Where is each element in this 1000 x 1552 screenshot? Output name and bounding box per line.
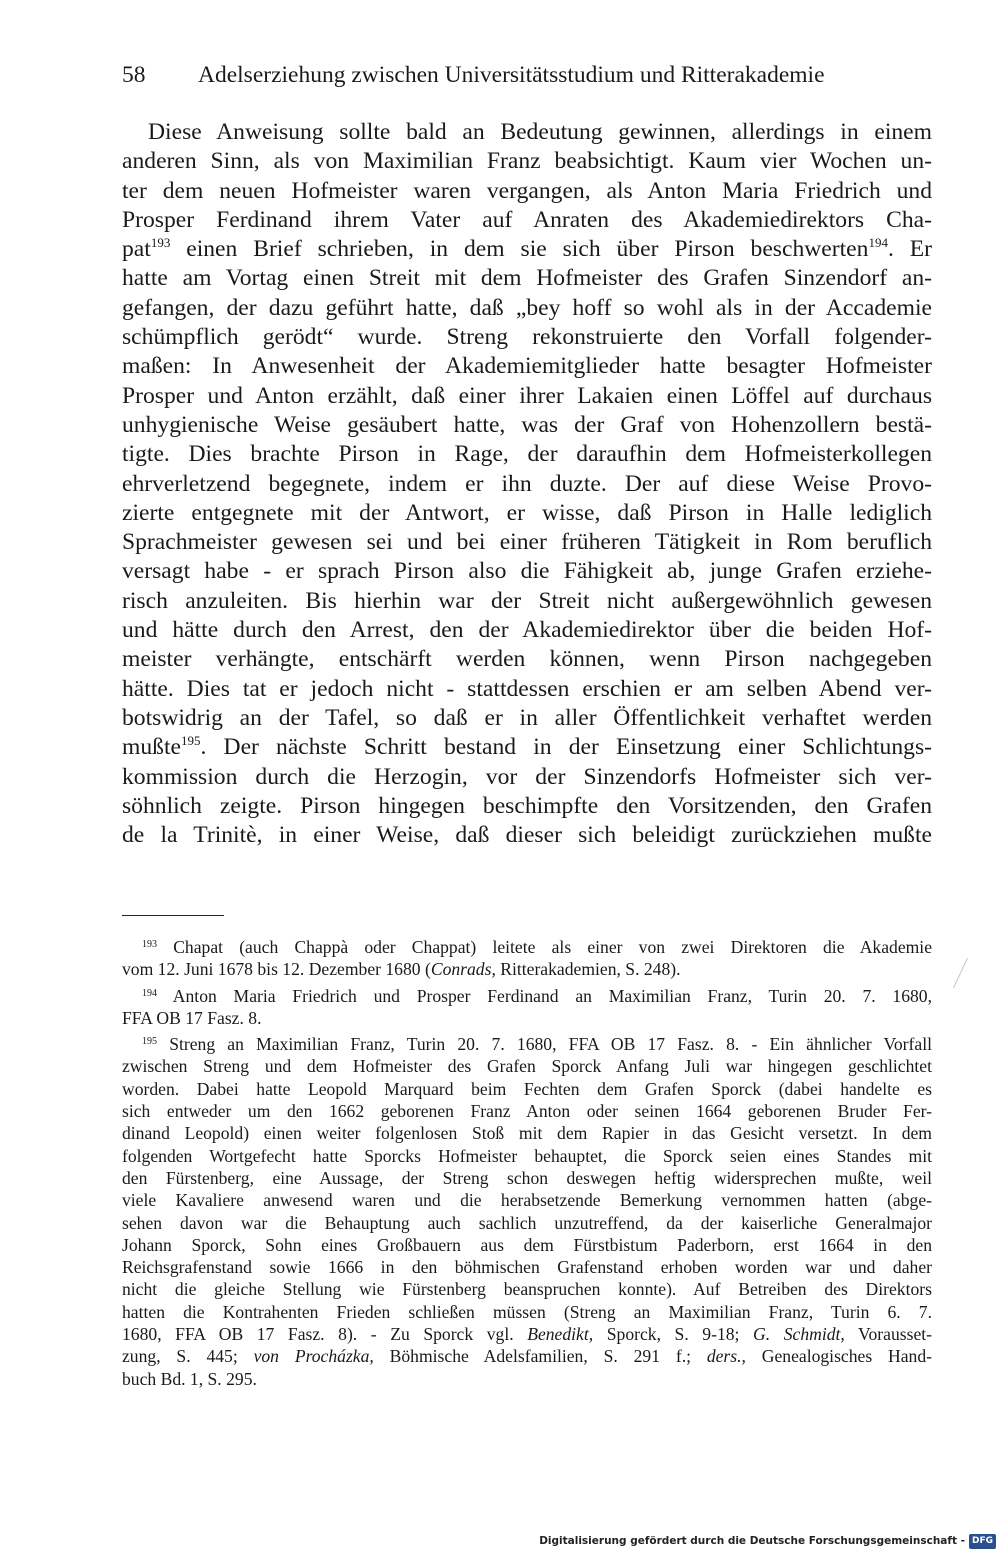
footnote-line: nicht die gleiche Stellung wie Fürstenberg beanspruchen konnte). Auf Betreiben des Direktors (122, 1279, 932, 1300)
footnote-line: Johann Sporck, Sohn eines Großbauern aus dem Fürstbistum Paderborn, erst 1664 in den (122, 1234, 932, 1255)
footnote-line: zwischen Streng und dem Hofmeister des Grafen Sporck Anfang Juli war hingegen geschlichtet (122, 1056, 932, 1077)
footnote-line: viele Kavaliere anwesend waren und die herabsetzende Bemerkung vernommen hatten (abge- (122, 1190, 932, 1211)
footnote-ref[interactable]: 193 (150, 235, 171, 251)
text-line: meister verhängte, entschärft werden können, wenn Pirson nachgegeben (122, 646, 932, 673)
footnote-line: hatten die Kontrahenten Frieden schließen müssen (Streng an Maximilian Franz, Turin 6. 7. (122, 1301, 932, 1322)
running-header (122, 60, 882, 90)
scan-mark (953, 958, 982, 988)
footnote-separator (122, 915, 224, 916)
footnote-line: buch Bd. 1, S. 295. (122, 1368, 257, 1389)
text-line: unhygienische Weise gesäubert hatte, was der Graf von Hohenzollern bestä- (122, 411, 932, 438)
footnote-193 (122, 936, 932, 981)
text-line: Sprachmeister gewesen sei und bei einer früheren Tätigkeit in Rom beruflich (122, 529, 932, 556)
text-line: und hätte durch den Arrest, den der Akademiedirektor über die beiden Hof- (122, 617, 932, 644)
footnote-line: sehen davon war die Behauptung auch sachlich unzutreffend, da der kaiserliche Generalmajor (122, 1212, 932, 1233)
footnote-number: 195 (142, 1036, 157, 1048)
footnote-line: folgenden Wortgefecht hatte Sporcks Hofmeister behauptet, die Sporck seien eines Standes mit (122, 1145, 932, 1166)
text-line: Prosper Ferdinand ihrem Vater auf Anraten des Akademiedirektors Cha- (122, 206, 932, 233)
text-line: hatte am Vortag einen Streit mit dem Hofmeister des Grafen Sinzendorf an- (122, 265, 932, 292)
text-line: de la Trinitè, in einer Weise, daß dieser sich beleidigt zurückziehen mußte (122, 822, 932, 849)
running-title: Adelserziehung zwischen Universitätsstudium und Ritterakademie (198, 62, 825, 88)
text-line: kommission durch die Herzogin, vor der Sinzendorfs Hofmeister sich ver- (122, 763, 932, 790)
footnote-line: den Fürstenberg, eine Aussage, der Streng schon deswegen heftig widersprechen mußte, weil (122, 1167, 932, 1188)
footnote-line: worden. Dabei hatte Leopold Marquard beim Fechten dem Grafen Sporck (dabei handelte es (122, 1078, 932, 1099)
footnote-line: sich entweder um den 1662 geborenen Franz Anton oder seinen 1664 geborenen Bruder Fer- (122, 1101, 932, 1122)
text-line: gefangen, der dazu geführt hatte, daß „bey hoff so wohl als in der Accademie (122, 294, 932, 321)
text-line: anderen Sinn, als von Maximilian Franz beabsichtigt. Kaum vier Wochen un- (122, 148, 932, 175)
text-line: ter dem neuen Hofmeister waren vergangen, als Anton Maria Friedrich und (122, 177, 932, 204)
text-line: Prosper und Anton erzählt, daß einer ihrer Lakaien einen Löffel auf durchaus (122, 382, 932, 409)
text-line: söhnlich zeigte. Pirson hingegen beschimpfte den Vorsitzenden, den Grafen (122, 792, 932, 819)
footer-credit: Digitalisierung gefördert durch die Deutsche Forschungsgemeinschaft - (539, 1535, 965, 1547)
main-text (122, 118, 932, 850)
text-line: mußte$^{195}$. Der nächste Schritt bestand in der Einsetzung einer Schlichtungs- (122, 733, 932, 761)
footnote-195 (122, 1033, 932, 1390)
footnote-line: $^{193}$ Chapat (auch Chappà oder Chappat) leitete als einer von zwei Direktoren die Akademie (142, 937, 933, 957)
text-line: tigte. Dies brachte Pirson in Rage, der daraufhin dem Hofmeisterkollegen (122, 441, 932, 468)
text-line: pat$^{193}$ einen Brief schrieben, in dem sie sich über Pirson beschwerten$^{194}$. Er (122, 235, 932, 263)
text-line: risch anzuleiten. Bis hierhin war der Streit nicht außergewöhnlich gewesen (122, 587, 932, 614)
footnote-194 (122, 985, 932, 1030)
text-line: botswidrig an der Tafel, so daß er in aller Öffentlichkeit verhaftet werden (122, 704, 932, 731)
footnotes (122, 936, 932, 1394)
text-line: schümpflich gerödt“ wurde. Streng rekonstruierte den Vorfall folgender- (122, 324, 932, 351)
footnote-line: zung, S. 445; von Procházka, Böhmische Adelsfamilien, S. 291 f.; ders., Genealogisches Hand- (122, 1346, 932, 1367)
footnote-ref[interactable]: 194 (868, 235, 888, 251)
footnote-line: Reichsgrafenstand sowie 1666 in den böhmischen Grafenstand erhoben worden war und daher (122, 1257, 932, 1278)
footnote-number: 194 (142, 987, 157, 999)
footnote-line: vom 12. Juni 1678 bis 12. Dezember 1680 (Conrads, Ritterakademien, S. 248). (122, 959, 681, 980)
dfg-logo-icon: DFG (969, 1534, 996, 1549)
page-number: 58 (122, 62, 146, 88)
text-line: ehrverletzend begegnete, indem er ihn duzte. Der auf diese Weise Provo- (122, 470, 932, 497)
text-line: maßen: In Anwesenheit der Akademiemitglieder hatte besagter Hofmeister (122, 353, 932, 380)
footnote-number: 193 (142, 939, 157, 950)
text-line: hätte. Dies tat er jedoch nicht - stattdessen erschien er am selben Abend ver- (122, 675, 932, 702)
footnote-line: dinand Leopold) einen weiter folgenlosen Stoß mit dem Rapier in das Gesicht versetzt. In dem (122, 1123, 932, 1144)
footnote-ref[interactable]: 195 (180, 733, 201, 749)
footnote-line: $^{195}$ Streng an Maximilian Franz, Turin 20. 7. 1680, FFA OB 17 Fasz. 8. - Ein ähnlicher Vorfall (142, 1034, 932, 1055)
digitization-footer (539, 1531, 1000, 1552)
text-line: Diese Anweisung sollte bald an Bedeutung gewinnen, allerdings in einem (148, 119, 932, 145)
text-line: versagt habe - er sprach Pirson also die Fähigkeit ab, junge Grafen erziehe- (122, 558, 932, 585)
footnote-line: $^{194}$ Anton Maria Friedrich und Prosper Ferdinand an Maximilian Franz, Turin 20. 7. 1680, (142, 985, 932, 1006)
footnote-line: FFA OB 17 Fasz. 8. (122, 1007, 262, 1028)
text-line: zierte entgegnete mit der Antwort, er wisse, daß Pirson in Halle lediglich (122, 499, 932, 526)
footnote-line: 1680, FFA OB 17 Fasz. 8). - Zu Sporck vgl. Benedikt, Sporck, S. 9-18; G. Schmidt, Vorausset- (122, 1324, 933, 1345)
